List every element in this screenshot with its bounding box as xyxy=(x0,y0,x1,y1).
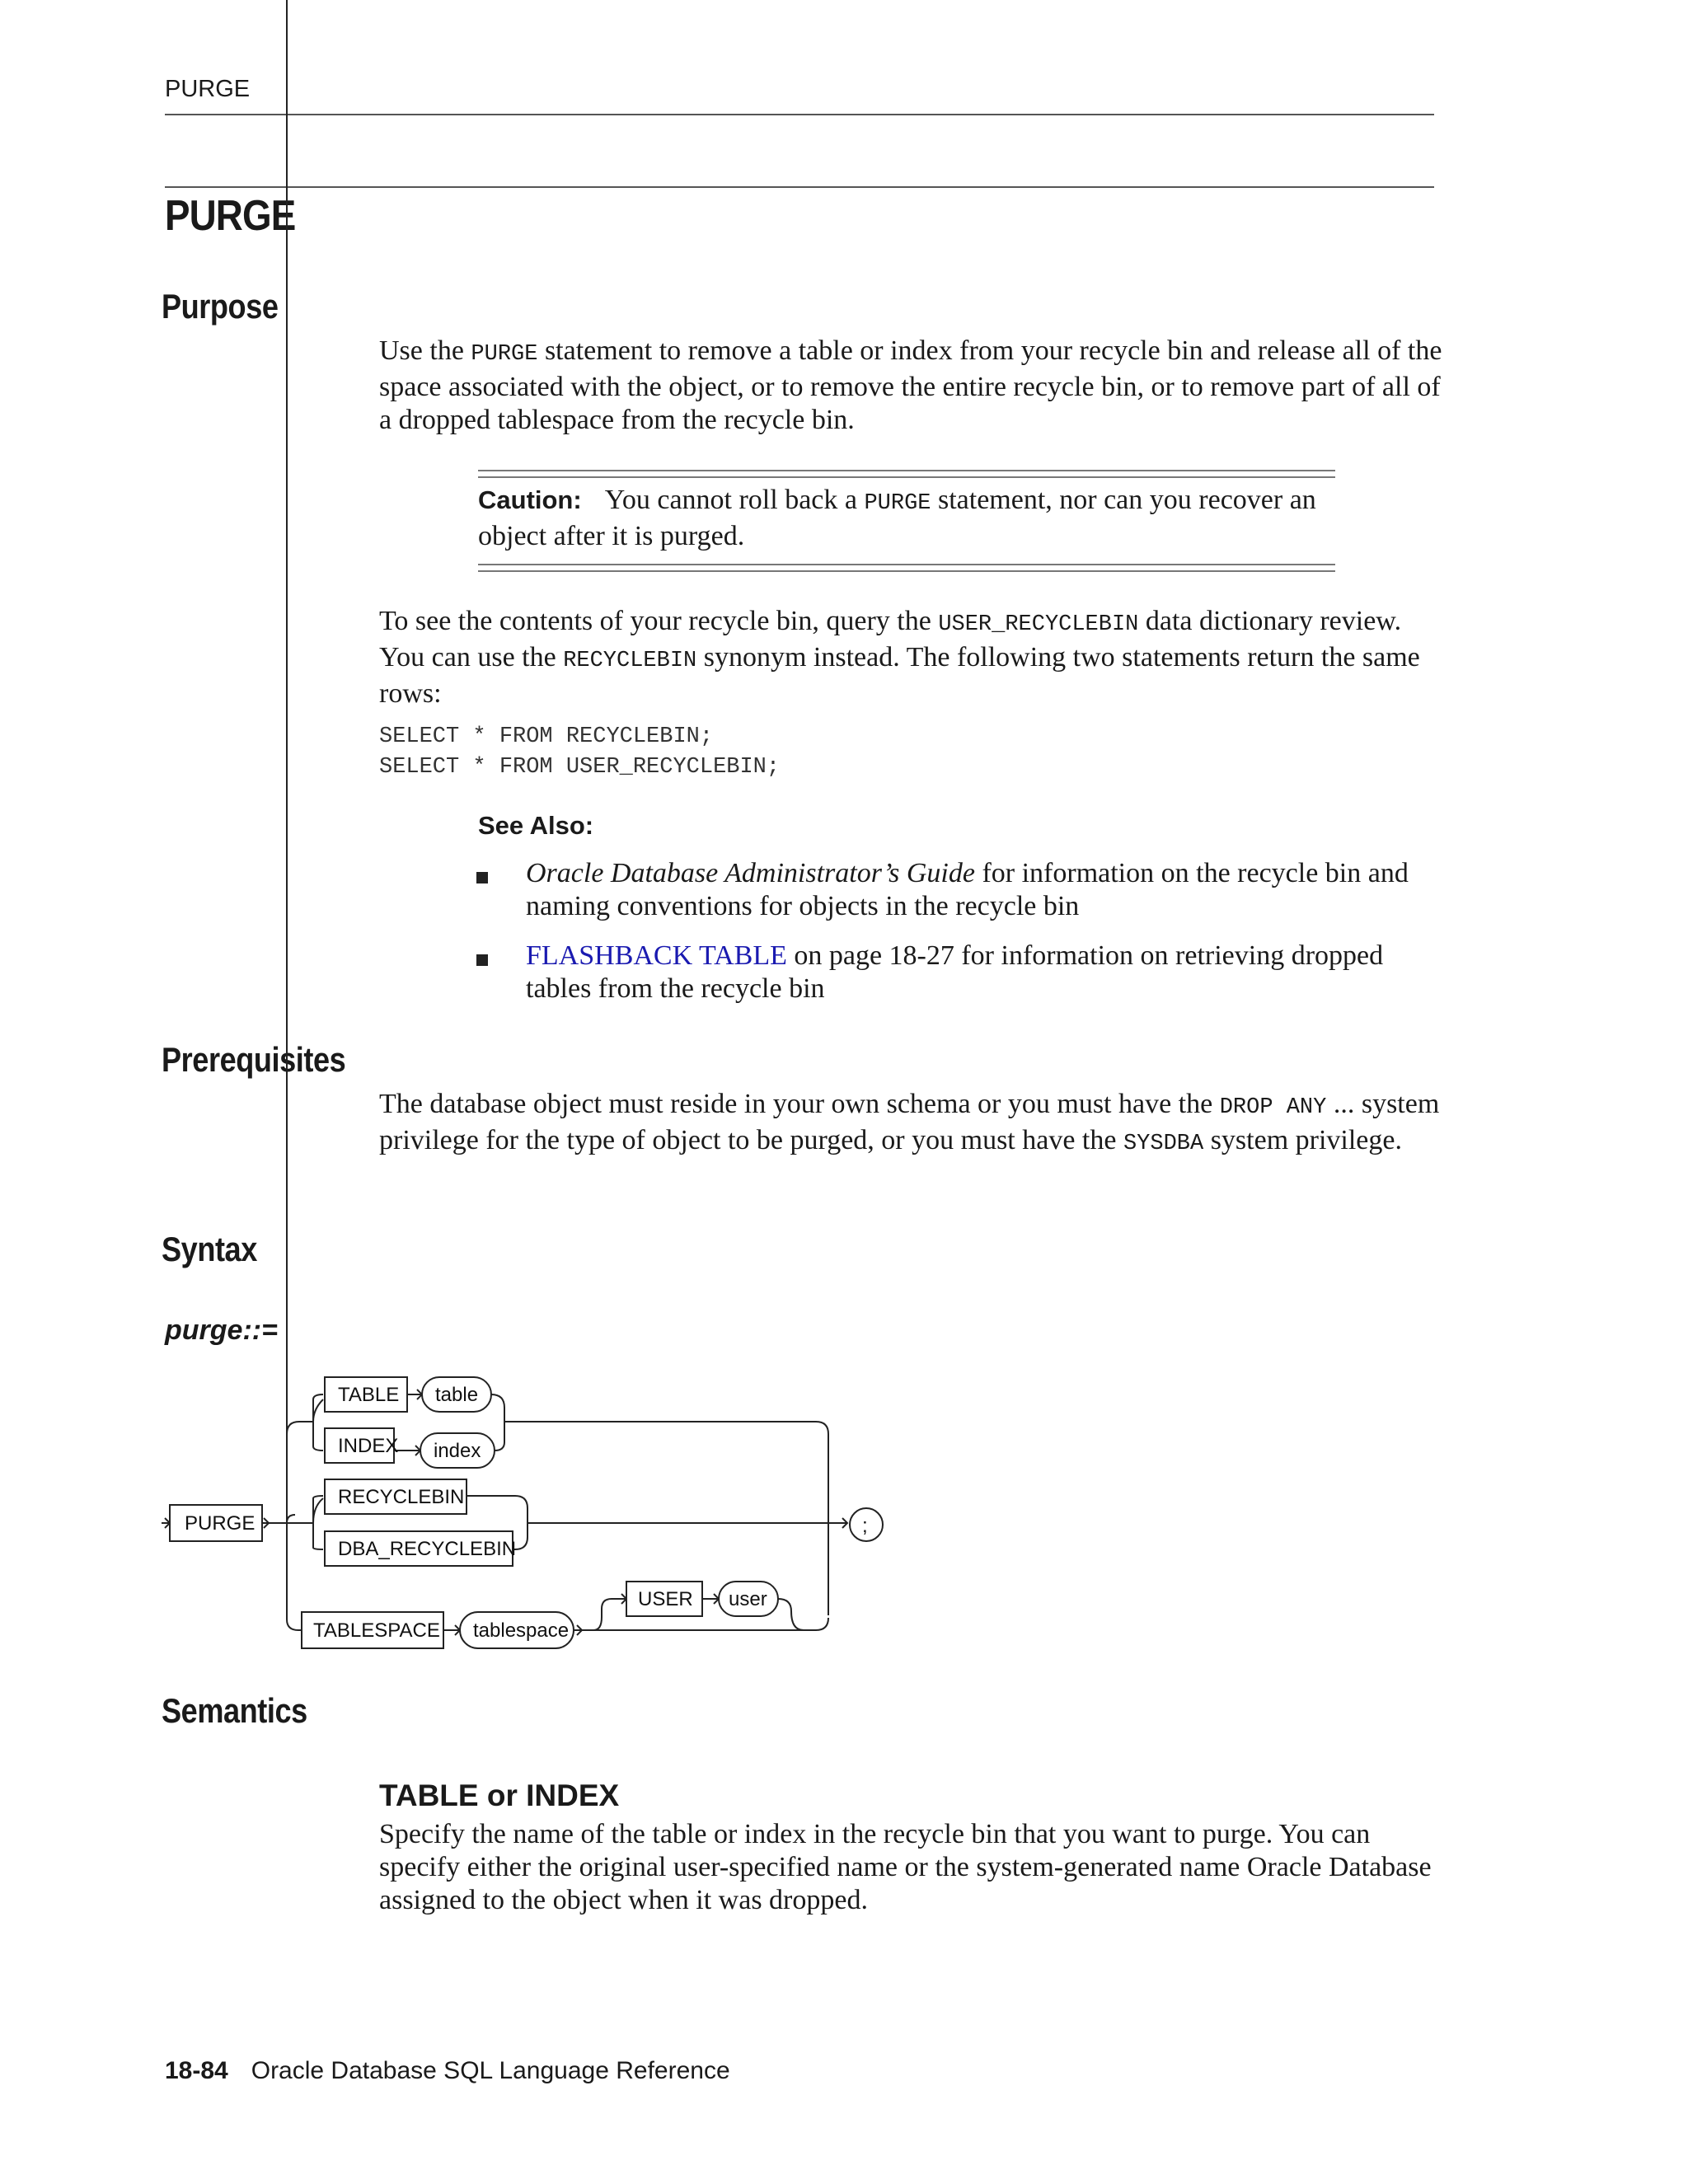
purpose-paragraph: Use the PURGE statement to remove a table or index from your recycle bin and release all of the space associated with the object, or to remove the entire recycle bin, or to remove part of all of a dropped tablespace from the recycle bin. xyxy=(379,335,1442,435)
purpose-heading: Purpose xyxy=(162,287,279,326)
book-title: Oracle Database SQL Language Reference xyxy=(251,2057,730,2084)
syntax-label: purge::= xyxy=(165,1315,278,1346)
flashback-table-link[interactable]: FLASHBACK TABLE xyxy=(526,940,787,971)
recyclebin-paragraph: To see the contents of your recycle bin, query the USER_RECYCLEBIN data dictionary review. You can use the RECYCLEBIN synonym instead. The following two statements return the same rows: xyxy=(379,606,1420,709)
prerequisites-heading: Prerequisites xyxy=(162,1040,346,1079)
caution-note: Caution: You cannot roll back a PURGE statement, nor can you recover an object after it is purged. xyxy=(478,485,1316,551)
syntax-heading: Syntax xyxy=(162,1230,257,1268)
table-arg-box: table xyxy=(435,1384,479,1406)
recyclebin-keyword-box: RECYCLEBIN xyxy=(338,1486,465,1508)
semicolon-terminator: ; xyxy=(862,1515,868,1537)
code-line: SELECT * FROM RECYCLEBIN; xyxy=(379,724,714,749)
index-arg-box: index xyxy=(434,1440,481,1462)
semantics-heading: Semantics xyxy=(162,1691,307,1730)
index-keyword-box: INDEX xyxy=(338,1435,399,1457)
running-header: PURGE xyxy=(165,76,251,102)
semantics-paragraph: Specify the name of the table or index in the recycle bin that you want to purge. You can specify either the original user-specified name or the system-generated name Oracle Database assigned to the object when it was dropped. xyxy=(379,1819,1432,1915)
see-also-label: See Also: xyxy=(478,811,594,840)
tablespace-keyword-box: TABLESPACE xyxy=(313,1619,440,1642)
purge-keyword-box: PURGE xyxy=(185,1512,256,1535)
dba-recyclebin-keyword-box: DBA_RECYCLEBIN xyxy=(338,1538,517,1560)
caution-label: Caution: xyxy=(478,485,582,514)
tablespace-arg-box: tablespace xyxy=(473,1619,570,1642)
book-title-link[interactable]: Oracle Database Administrator’s Guide xyxy=(526,858,975,888)
table-or-index-subheading: TABLE or INDEX xyxy=(379,1779,620,1812)
user-keyword-box: USER xyxy=(638,1588,693,1610)
see-also-item: FLASHBACK TABLE on page 18-27 for information on retrieving dropped tables from the recycle bin xyxy=(526,940,1384,1004)
page-title: PURGE xyxy=(165,192,296,240)
code-line: SELECT * FROM USER_RECYCLEBIN; xyxy=(379,755,781,780)
page-number: 18-84 xyxy=(165,2057,228,2084)
see-also-item: Oracle Database Administrator’s Guide for information on the recycle bin and naming conventions for objects in the recycle bin xyxy=(526,858,1409,921)
page-footer xyxy=(165,2057,730,2085)
table-keyword-box: TABLE xyxy=(338,1384,400,1406)
user-arg-box: user xyxy=(729,1588,767,1610)
prerequisites-paragraph: The database object must reside in your own schema or you must have the DROP ANY ... system privilege for the type of object to be purged, or you must have the SYSDBA system privilege. xyxy=(379,1089,1440,1156)
